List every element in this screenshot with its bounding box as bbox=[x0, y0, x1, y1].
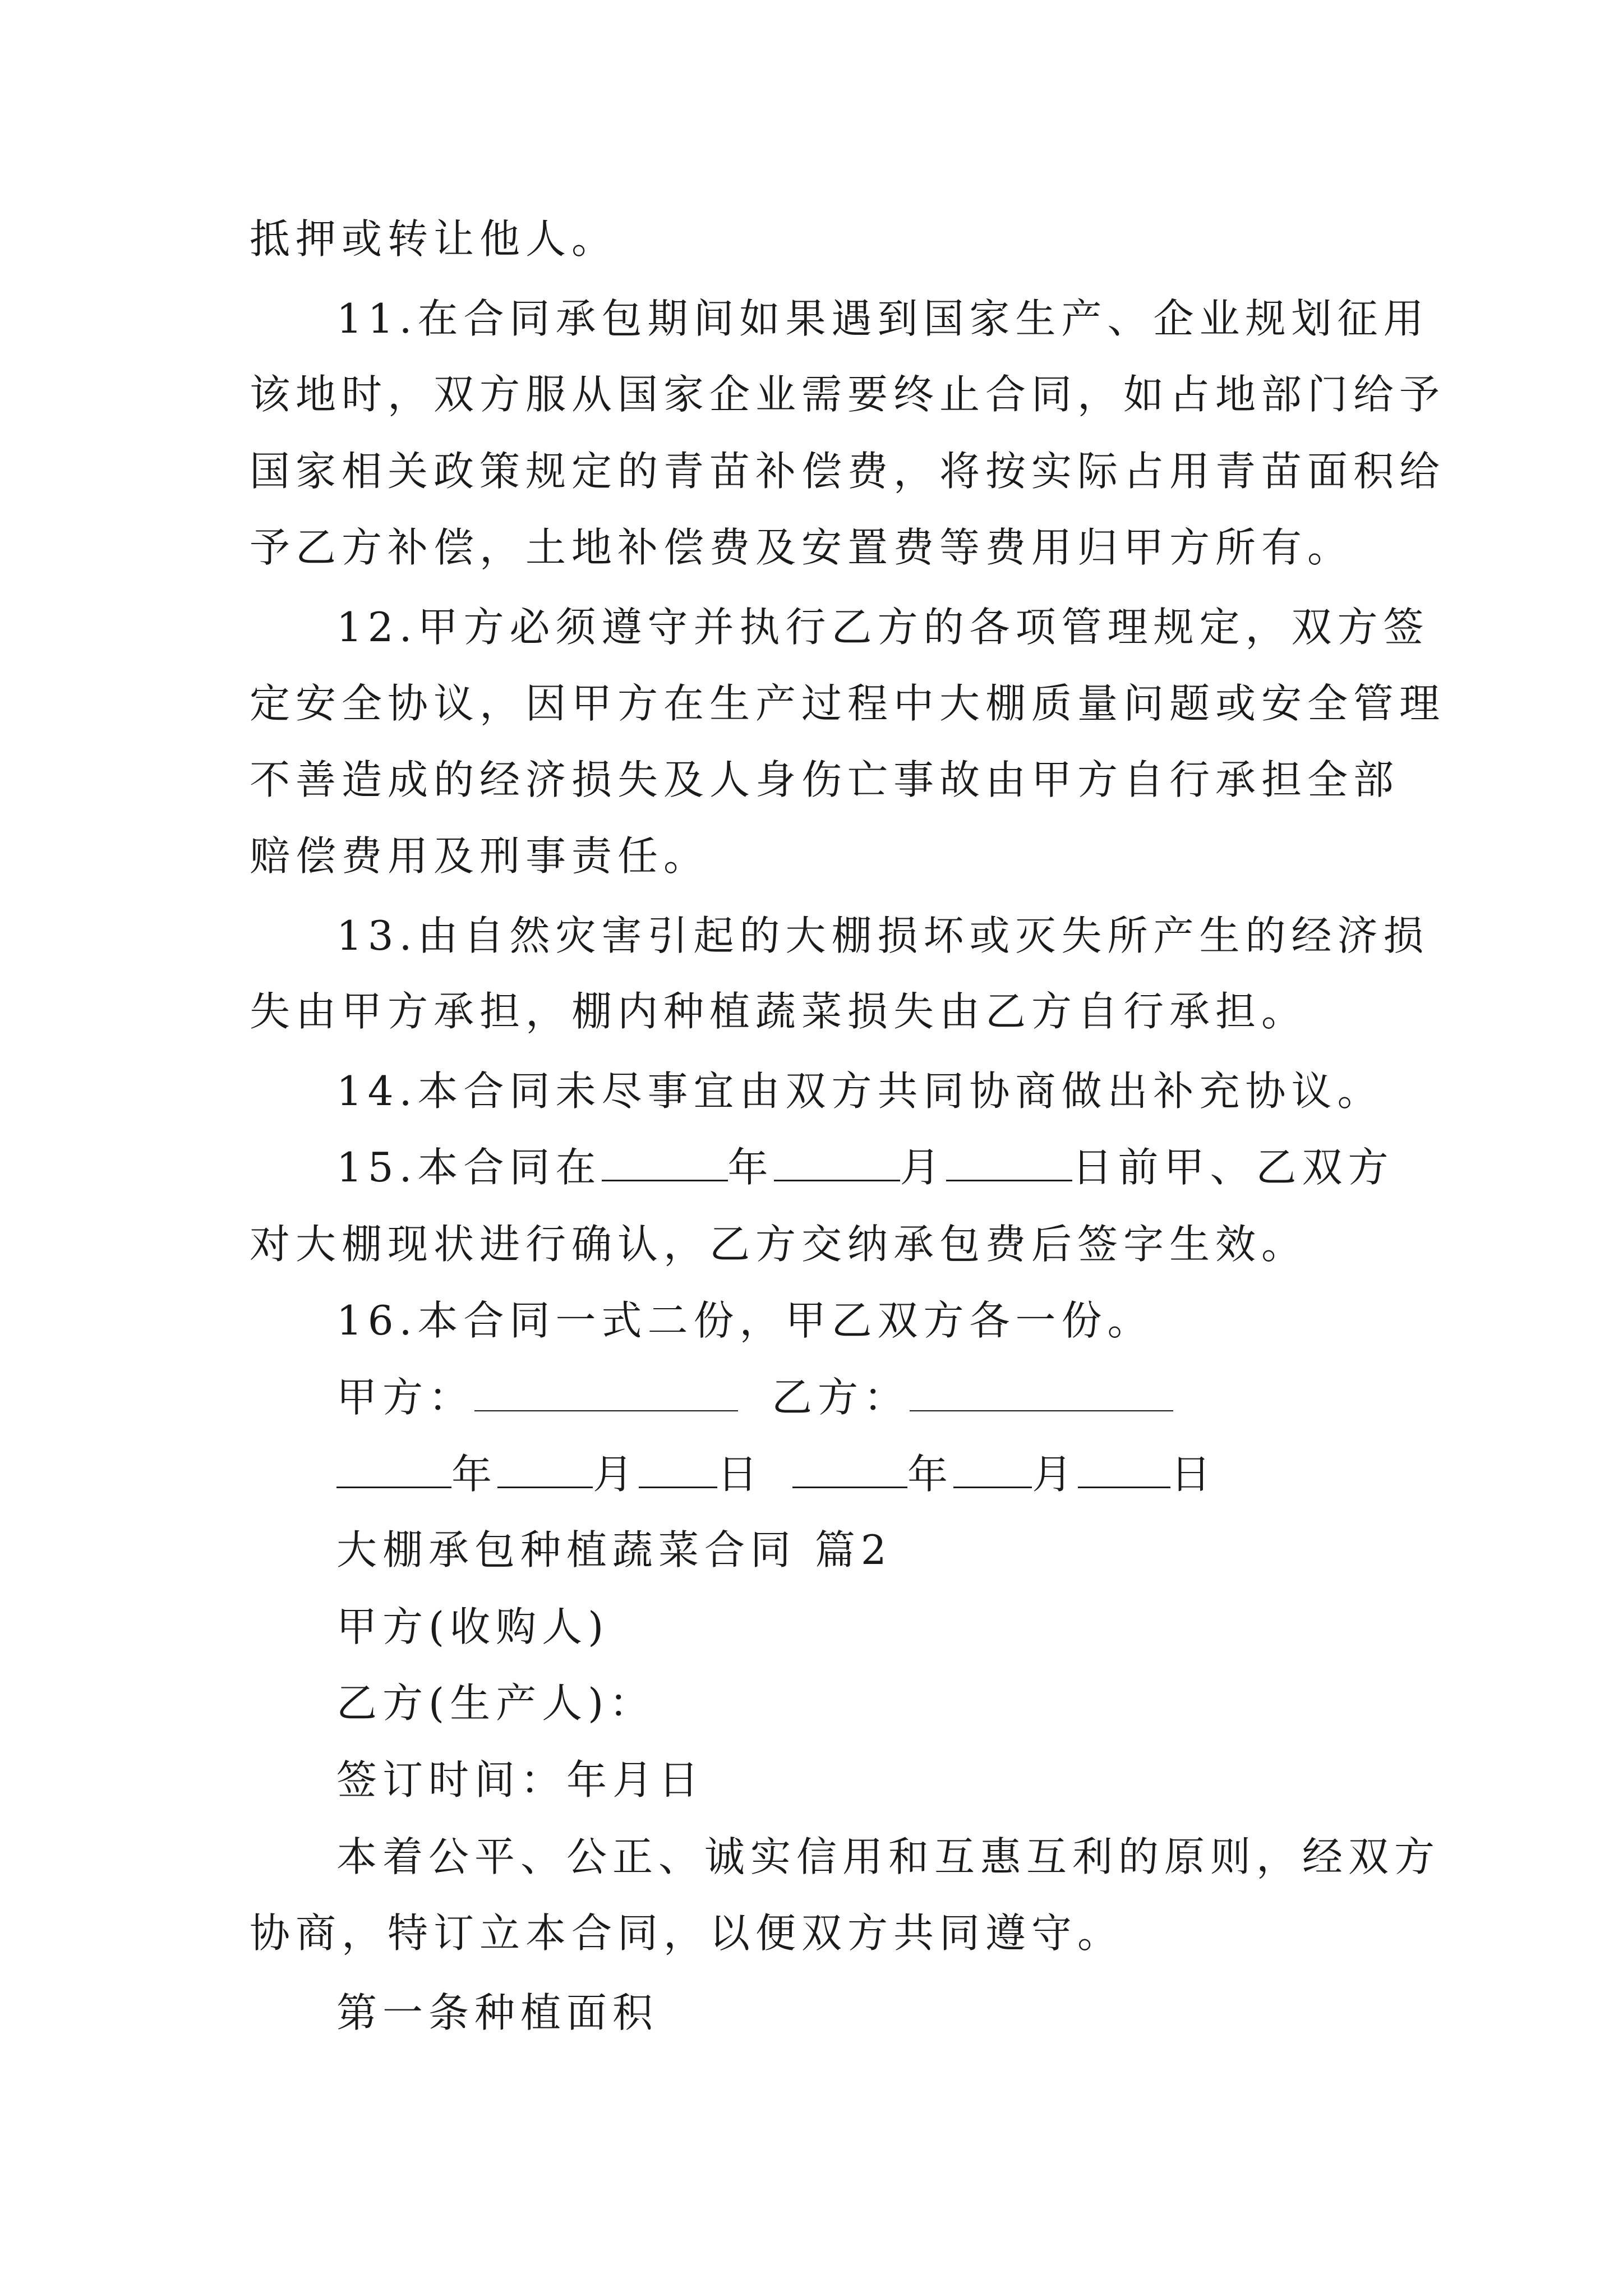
text-line: 抵押或转让他人。 bbox=[250, 215, 618, 263]
preamble-line-2: 协商，特订立本合同，以便双方共同遵守。 bbox=[250, 1910, 1124, 1957]
party-a-signature-blank bbox=[474, 1374, 738, 1411]
clause-11-line-2: 该地时，双方服从国家企业需要终止合同，如占地部门给予 bbox=[250, 371, 1446, 418]
clause-15-month: 月 bbox=[900, 1144, 946, 1191]
party-b-signature-blank bbox=[910, 1374, 1173, 1411]
clause-12-line-4: 赔偿费用及刑事责任。 bbox=[250, 832, 710, 880]
party-b-year-label: 年 bbox=[907, 1451, 954, 1498]
clause-11-line-4: 予乙方补偿，土地补偿费及安置费等费用归甲方所有。 bbox=[250, 524, 1354, 571]
signature-line bbox=[336, 1370, 1394, 1424]
blank-month bbox=[774, 1144, 900, 1181]
clause-13-line-1: 13.由自然灾害引起的大棚损坏或灭失所产生的经济损 bbox=[336, 912, 1430, 959]
party-b-month-label: 月 bbox=[1032, 1451, 1078, 1498]
party-b-day-blank bbox=[1078, 1451, 1170, 1488]
party-b-month-blank bbox=[953, 1451, 1032, 1488]
preamble-line-1: 本着公平、公正、诚实信用和互惠互利的原则，经双方 bbox=[336, 1833, 1441, 1880]
party-a-year-blank bbox=[336, 1451, 451, 1488]
party-b-day-label: 日 bbox=[1170, 1451, 1217, 1498]
party-a-month-label: 月 bbox=[593, 1451, 639, 1498]
party-a-day-label: 日 bbox=[717, 1451, 764, 1498]
party-a-label: 甲方： bbox=[336, 1374, 475, 1421]
blank-day bbox=[946, 1144, 1072, 1181]
party-b-label: 乙方： bbox=[772, 1374, 910, 1421]
party-a-role: 甲方(收购人) bbox=[336, 1603, 610, 1650]
date-line bbox=[336, 1447, 1394, 1501]
clause-15-line-2: 对大棚现状进行确认，乙方交纳承包费后签字生效。 bbox=[250, 1221, 1308, 1268]
clause-14-line: 14.本合同未尽事宜由双方共同协商做出补充协议。 bbox=[336, 1068, 1384, 1115]
party-a-month-blank bbox=[497, 1451, 593, 1488]
party-a-year-label: 年 bbox=[451, 1451, 498, 1498]
clause-11-line-3: 国家相关政策规定的青苗补偿费，将按实际占用青苗面积给 bbox=[250, 448, 1446, 495]
clause-15-year: 年 bbox=[727, 1144, 774, 1191]
party-b-role: 乙方(生产人)： bbox=[336, 1680, 656, 1727]
blank-year bbox=[602, 1144, 728, 1181]
article-1-title: 第一条种植面积 bbox=[336, 1989, 659, 2036]
party-b-year-blank bbox=[792, 1451, 907, 1488]
party-a-day-blank bbox=[639, 1451, 717, 1488]
clause-11-line-1: 11.在合同承包期间如果遇到国家生产、企业规划征用 bbox=[336, 295, 1430, 342]
clause-15-prefix: 15.本合同在 bbox=[336, 1144, 602, 1191]
clause-15-suffix: 日前甲、乙双方 bbox=[1072, 1144, 1394, 1191]
signing-date: 签订时间：年月日 bbox=[336, 1756, 705, 1803]
clause-12-line-2: 定安全协议，因甲方在生产过程中大棚质量问题或安全管理 bbox=[250, 680, 1446, 727]
clause-16-line: 16.本合同一式二份，甲乙双方各一份。 bbox=[336, 1297, 1154, 1344]
clause-15-line-1 bbox=[336, 1140, 1394, 1194]
clause-12-line-3: 不善造成的经济损失及人身伤亡事故由甲方自行承担全部 bbox=[250, 756, 1400, 803]
clause-13-line-2: 失由甲方承担，棚内种植蔬菜损失由乙方自行承担。 bbox=[250, 988, 1308, 1035]
clause-12-line-1: 12.甲方必须遵守并执行乙方的各项管理规定，双方签 bbox=[336, 604, 1430, 651]
section-title: 大棚承包种植蔬菜合同 篇2 bbox=[336, 1526, 892, 1573]
